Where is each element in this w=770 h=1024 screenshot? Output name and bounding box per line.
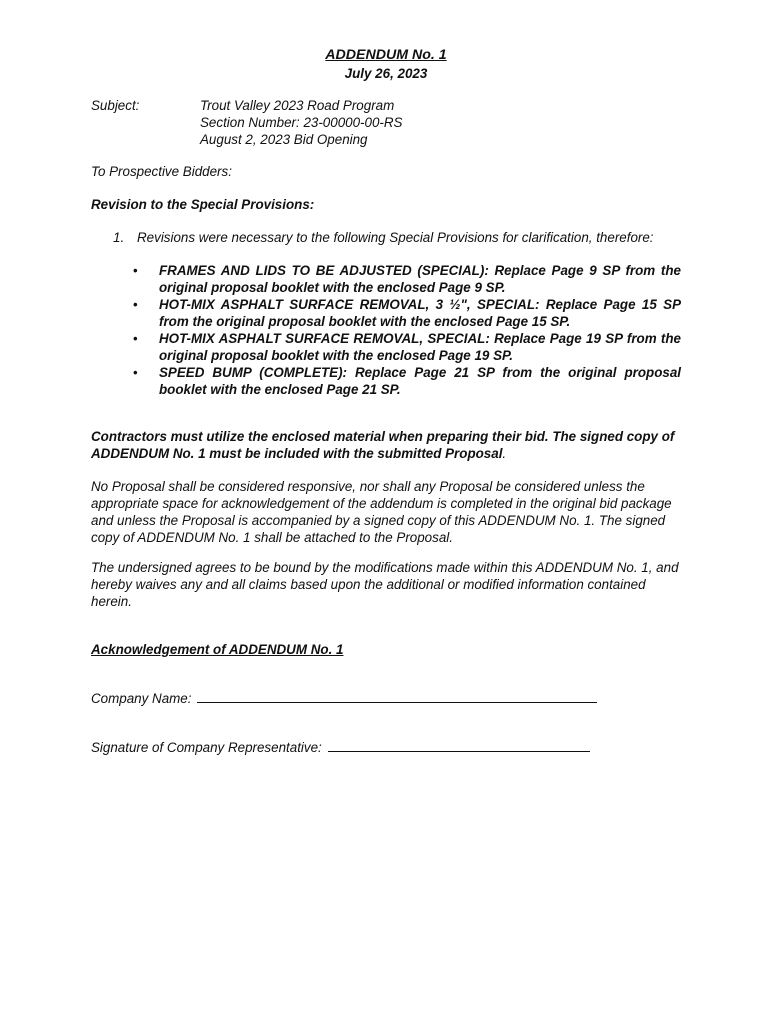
signature-blank	[328, 739, 590, 752]
signature-field	[91, 739, 590, 756]
bullet-icon: •	[133, 365, 138, 380]
subject-bid-opening: August 2, 2023 Bid Opening	[200, 132, 368, 147]
bullet-icon: •	[133, 297, 138, 312]
signature-label: Signature of Company Representative:	[91, 740, 322, 755]
document-date: July 26, 2023	[344, 66, 428, 81]
item-text: Revisions were necessary to the following Special Provisions for clarification, therefore:	[137, 230, 654, 245]
subject-project: Trout Valley 2023 Road Program	[200, 98, 395, 113]
subject-section-number: Section Number: 23-00000-00-RS	[200, 115, 403, 130]
company-name-field	[91, 690, 597, 707]
agreement-paragraph: The undersigned agrees to be bound by the modifications made within this ADDENDUM No. 1, and hereby waives any and all claims based upon the additional or modified information contained herein.	[91, 560, 679, 609]
list-item: • SPEED BUMP (COMPLETE): Replace Page 21 SP from the original proposal booklet with the enclosed Page 21 SP.	[133, 365, 681, 397]
document-title: ADDENDUM No. 1	[325, 47, 447, 63]
revision-heading: Revision to the Special Provisions:	[91, 197, 315, 212]
acknowledgement-heading: Acknowledgement of ADDENDUM No. 1	[91, 642, 344, 657]
bullet-icon: •	[133, 263, 138, 278]
subject-details	[200, 97, 402, 148]
numbered-item	[113, 229, 654, 246]
bullet-icon: •	[133, 331, 138, 346]
salutation: To Prospective Bidders:	[91, 164, 232, 179]
company-name-label: Company Name:	[91, 691, 192, 706]
list-item: • HOT-MIX ASPHALT SURFACE REMOVAL, 3 ½", SPECIAL: Replace Page 15 SP from the original proposal booklet with the enclosed Page 15 SP.	[133, 297, 681, 329]
provision-list	[131, 262, 681, 398]
responsive-paragraph: No Proposal shall be considered responsive, nor shall any Proposal be considered unless the appropriate space for acknowledgement of the addendum is completed in the original bid package and unless the Proposal is accompanied by a signed copy of this ADDENDUM No. 1. The signed copy of ADDENDUM No. 1 shall be attached to the Proposal.	[91, 479, 672, 545]
company-name-blank	[197, 690, 597, 703]
contractors-notice: Contractors must utilize the enclosed material when preparing their bid. The signed copy of ADDENDUM No. 1 must be included with the submitted Proposal.	[91, 429, 675, 461]
item-number: 1.	[113, 230, 125, 245]
subject-label: Subject:	[91, 98, 140, 113]
list-item: • HOT-MIX ASPHALT SURFACE REMOVAL, SPECIAL: Replace Page 19 SP from the original proposal booklet with the enclosed Page 19 SP.	[133, 331, 681, 363]
list-item: • FRAMES AND LIDS TO BE ADJUSTED (SPECIAL): Replace Page 9 SP from the original proposal booklet with the enclosed Page 9 SP.	[133, 263, 681, 295]
